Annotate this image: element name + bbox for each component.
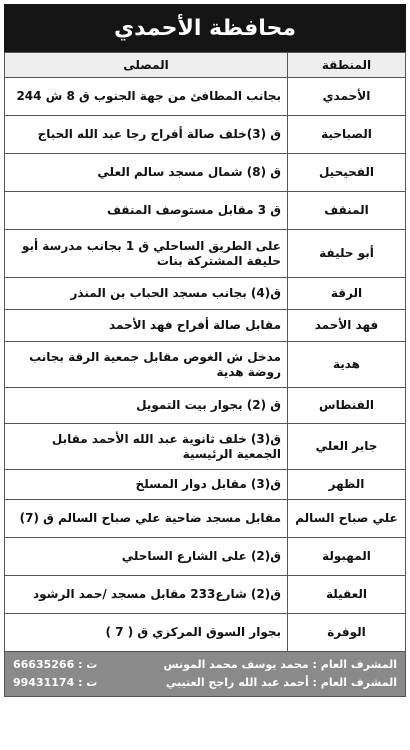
supervisor-line <box>13 674 397 692</box>
place-cell: ق (8) شمال مسجد سالم العلي <box>5 154 288 192</box>
area-cell: المنقف <box>288 192 406 230</box>
table-row <box>5 388 406 424</box>
area-column-header: المنطقة <box>288 53 406 78</box>
table-row <box>5 424 406 470</box>
place-cell: بجانب المطافئ من جهة الجنوب ق 8 ش 244 <box>5 78 288 116</box>
prayer-locations-table <box>4 52 406 652</box>
place-cell: على الطريق الساحلي ق 1 بجانب مدرسة أبو حليفة المشتركة بنات <box>5 230 288 278</box>
table-row <box>5 538 406 576</box>
table-row <box>5 614 406 652</box>
supervisor-phone: ت : 66635266 <box>13 658 98 671</box>
table-row <box>5 154 406 192</box>
place-cell: بجوار السوق المركزي ق ( 7 ) <box>5 614 288 652</box>
place-cell: مدخل ش الغوص مقابل جمعية الرقة بجانب روضة هدية <box>5 342 288 388</box>
supervisor-name: المشرف العام : أحمد عبد الله راجح العتيبي <box>165 676 397 689</box>
area-cell: الرقة <box>288 278 406 310</box>
table-row <box>5 470 406 500</box>
document-page <box>4 4 406 742</box>
supervisor-line <box>13 656 397 674</box>
place-cell: ق (2) بجوار بيت التمويل <box>5 388 288 424</box>
area-cell: علي صباح السالم <box>288 500 406 538</box>
area-cell: العقيلة <box>288 576 406 614</box>
area-cell: المهبولة <box>288 538 406 576</box>
table-row <box>5 230 406 278</box>
area-cell: الوفرة <box>288 614 406 652</box>
area-cell: أبو حليفة <box>288 230 406 278</box>
place-cell: ق(2) على الشارع الساحلي <box>5 538 288 576</box>
area-cell: جابر العلي <box>288 424 406 470</box>
place-column-header: المصلى <box>5 53 288 78</box>
area-cell: فهد الأحمد <box>288 310 406 342</box>
supervisor-phone: ت : 99431174 <box>13 676 98 689</box>
place-cell: ق 3 مقابل مستوصف المنقف <box>5 192 288 230</box>
area-cell: الصباحية <box>288 116 406 154</box>
place-cell: مقابل مسجد ضاحية علي صباح السالم ق (7) <box>5 500 288 538</box>
place-cell: ق(3) مقابل دوار المسلخ <box>5 470 288 500</box>
area-cell: الأحمدي <box>288 78 406 116</box>
table-row <box>5 310 406 342</box>
supervisor-name: المشرف العام : محمد يوسف محمد المونس <box>163 658 397 671</box>
table-row <box>5 116 406 154</box>
page-title: محافظة الأحمدي <box>4 4 406 52</box>
place-cell: ق (3)خلف صالة أفراح رجا عبد الله الحباج <box>5 116 288 154</box>
table-row <box>5 192 406 230</box>
supervisors-footer <box>4 652 406 697</box>
place-cell: ق(4) بجانب مسجد الحباب بن المنذر <box>5 278 288 310</box>
area-cell: هدية <box>288 342 406 388</box>
area-cell: الفنطاس <box>288 388 406 424</box>
table-row <box>5 278 406 310</box>
place-cell: ق(3) خلف ثانوية عبد الله الأحمد مقابل الجمعية الرئيسية <box>5 424 288 470</box>
area-cell: الظهر <box>288 470 406 500</box>
table-row <box>5 500 406 538</box>
area-cell: الفحيحيل <box>288 154 406 192</box>
table-row <box>5 78 406 116</box>
place-cell: ق(2) شارع233 مقابل مسجد /حمد الرشود <box>5 576 288 614</box>
table-header-row <box>5 53 406 78</box>
place-cell: مقابل صالة أفراح فهد الأحمد <box>5 310 288 342</box>
table-row <box>5 576 406 614</box>
table-row <box>5 342 406 388</box>
